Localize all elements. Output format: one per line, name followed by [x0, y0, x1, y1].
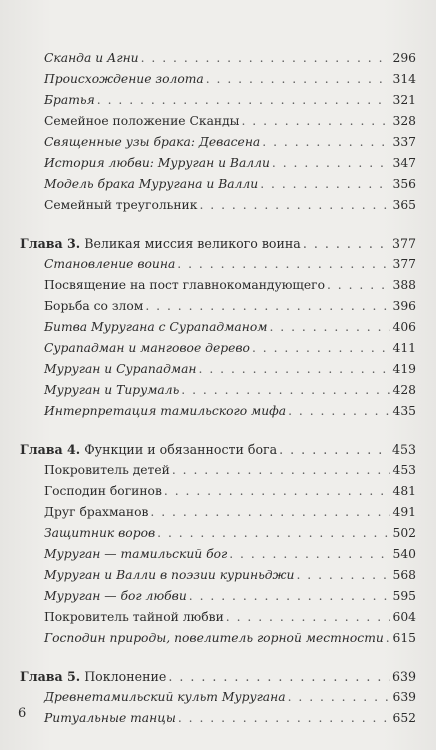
entry-title: История любви: Муруган и Валли — [44, 156, 270, 170]
entry-page-number: 435 — [392, 404, 416, 418]
toc-entry-row — [20, 502, 416, 523]
entry-page-number: 296 — [392, 51, 416, 65]
dot-leader — [260, 174, 390, 195]
entry-page-number: 337 — [392, 135, 416, 149]
entry-title: Муруган и Валли в поэзии куриньджи — [44, 568, 295, 582]
dot-leader — [177, 254, 390, 275]
dot-leader — [97, 90, 390, 111]
toc-entry-row — [20, 708, 416, 729]
dot-leader — [327, 275, 390, 296]
toc-entry-row — [20, 296, 416, 317]
entry-title: Битва Муругана с Сурападманом — [44, 320, 268, 334]
dot-leader — [279, 439, 390, 460]
entry-page-number: 347 — [392, 156, 416, 170]
dot-leader — [288, 687, 390, 708]
toc-entry-row — [20, 687, 416, 708]
toc-entry-row — [20, 153, 416, 174]
dot-leader — [199, 195, 390, 216]
dot-leader — [252, 338, 390, 359]
entry-title: Сканда и Агни — [44, 51, 139, 65]
entry-page-number: 365 — [392, 198, 416, 212]
table-of-contents — [20, 48, 416, 729]
chapter-number: Глава 4. — [20, 442, 81, 457]
chapter-title: Функции и обязанности бога — [84, 442, 278, 457]
dot-leader — [272, 153, 390, 174]
entry-page-number: 328 — [392, 114, 416, 128]
dot-leader — [199, 359, 390, 380]
entry-title: Становление воина — [44, 257, 176, 271]
chapter-page-number: 377 — [391, 236, 416, 251]
dot-leader — [206, 69, 390, 90]
entry-title: Происхождение золота — [44, 72, 204, 86]
dot-leader — [296, 565, 390, 586]
dot-leader — [145, 296, 390, 317]
entry-page-number: 377 — [392, 257, 416, 271]
dot-leader — [141, 48, 390, 69]
toc-entry-row — [20, 401, 416, 422]
toc-entry-row — [20, 132, 416, 153]
toc-entry-row — [20, 69, 416, 90]
chapter-title: Поклонение — [84, 669, 167, 684]
toc-chapter-row — [20, 666, 416, 687]
entry-page-number: 540 — [392, 547, 416, 561]
entry-title: Модель брака Муругана и Валли — [44, 177, 259, 191]
dot-leader — [288, 401, 390, 422]
entry-title: Интерпретация тамильского мифа — [44, 404, 287, 418]
entry-title: Посвящение на пост главнокомандующего — [44, 278, 325, 292]
toc-entry-row — [20, 544, 416, 565]
entry-title: Ритуальные танцы — [44, 711, 176, 725]
entry-page-number: 491 — [392, 505, 416, 519]
entry-title: Семейный треугольник — [44, 198, 198, 212]
chapter-page-number: 453 — [391, 442, 416, 457]
dot-leader — [178, 708, 390, 729]
entry-page-number: 604 — [392, 610, 416, 624]
dot-leader — [226, 607, 390, 628]
dot-leader — [164, 481, 390, 502]
entry-title: Покровитель детей — [44, 463, 170, 477]
entry-title: Муруган — тамильский бог — [44, 547, 228, 561]
entry-title: Сурападман и манговое дерево — [44, 341, 250, 355]
entry-page-number: 406 — [392, 320, 416, 334]
toc-entry-row — [20, 586, 416, 607]
entry-page-number: 356 — [392, 177, 416, 191]
entry-title: Семейное положение Сканды — [44, 114, 240, 128]
page-number: 6 — [18, 706, 27, 721]
toc-entry-row — [20, 317, 416, 338]
entry-title: Господин богинов — [44, 484, 162, 498]
dot-leader — [172, 460, 390, 481]
toc-entry-row — [20, 523, 416, 544]
entry-page-number: 396 — [392, 299, 416, 313]
toc-entry-row — [20, 111, 416, 132]
toc-entry-row — [20, 275, 416, 296]
dot-leader — [189, 586, 390, 607]
entry-title: Муруган и Тирумаль — [44, 383, 180, 397]
entry-title: Покровитель тайной любви — [44, 610, 224, 624]
toc-entry-row — [20, 460, 416, 481]
chapter-page-number: 639 — [391, 669, 416, 684]
dot-leader — [269, 317, 390, 338]
chapter-label — [20, 439, 279, 460]
toc-entry-row — [20, 359, 416, 380]
chapter-label — [20, 233, 303, 254]
entry-page-number: 502 — [392, 526, 416, 540]
chapter-label — [20, 666, 168, 687]
dot-leader — [150, 502, 390, 523]
toc-entry-row — [20, 174, 416, 195]
dot-leader — [241, 111, 390, 132]
dot-leader — [303, 233, 390, 254]
toc-entry-row — [20, 338, 416, 359]
entry-page-number: 411 — [392, 341, 416, 355]
entry-title: Друг брахманов — [44, 505, 149, 519]
entry-title: Муруган и Сурападман — [44, 362, 197, 376]
entry-page-number: 428 — [392, 383, 416, 397]
toc-chapter-row — [20, 233, 416, 254]
toc-entry-row — [20, 90, 416, 111]
entry-page-number: 481 — [392, 484, 416, 498]
entry-title: Братья — [44, 93, 95, 107]
toc-entry-row — [20, 195, 416, 216]
entry-page-number: 639 — [392, 690, 416, 704]
toc-chapter-row — [20, 439, 416, 460]
entry-page-number: 568 — [392, 568, 416, 582]
entry-page-number: 419 — [392, 362, 416, 376]
entry-title: Священные узы брака: Девасена — [44, 135, 261, 149]
entry-page-number: 615 — [392, 631, 416, 645]
dot-leader — [229, 544, 390, 565]
entry-page-number: 388 — [392, 278, 416, 292]
entry-title: Защитник воров — [44, 526, 156, 540]
toc-entry-row — [20, 254, 416, 275]
chapter-number: Глава 3. — [20, 236, 81, 251]
section-gap — [20, 216, 416, 233]
entry-page-number: 595 — [392, 589, 416, 603]
toc-entry-row — [20, 607, 416, 628]
toc-entry-row — [20, 481, 416, 502]
entry-title: Древнетамильский культ Муругана — [44, 690, 286, 704]
dot-leader — [181, 380, 390, 401]
toc-entry-row — [20, 380, 416, 401]
entry-title: Борьба со злом — [44, 299, 144, 313]
entry-title: Господин природы, повелитель горной местности — [44, 631, 384, 645]
chapter-title: Великая миссия великого воина — [84, 236, 301, 251]
entry-page-number: 453 — [392, 463, 416, 477]
section-gap — [20, 422, 416, 439]
entry-page-number: 652 — [392, 711, 416, 725]
dot-leader — [262, 132, 390, 153]
dot-leader — [157, 523, 390, 544]
toc-entry-row — [20, 628, 416, 649]
entry-page-number: 314 — [392, 72, 416, 86]
chapter-number: Глава 5. — [20, 669, 81, 684]
entry-title: Муруган — бог любви — [44, 589, 187, 603]
toc-entry-row — [20, 565, 416, 586]
entry-page-number: 321 — [392, 93, 416, 107]
section-gap — [20, 649, 416, 666]
toc-entry-row — [20, 48, 416, 69]
dot-leader — [168, 666, 390, 687]
